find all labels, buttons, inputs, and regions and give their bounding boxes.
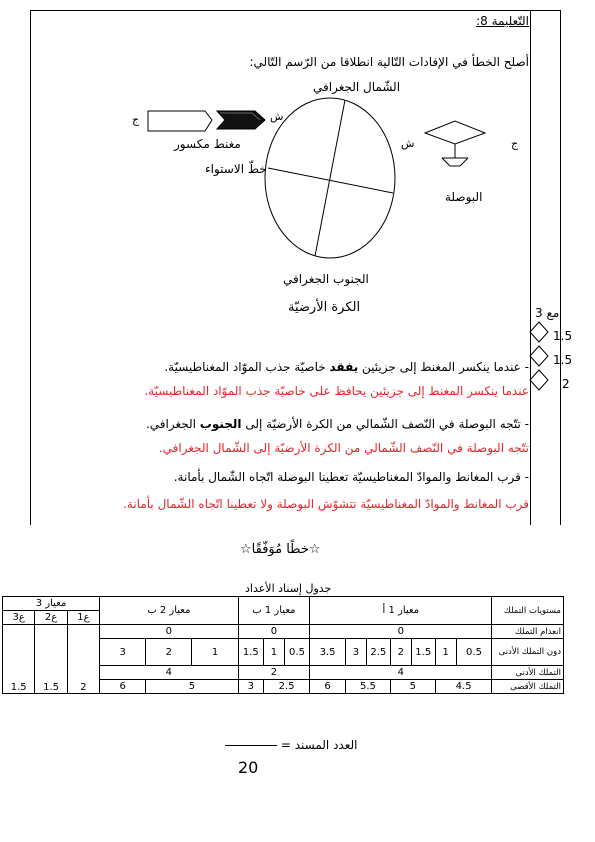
side-value-2: 1.5	[553, 353, 573, 367]
cell: 0	[310, 625, 492, 639]
total-value: 20	[238, 758, 259, 777]
broken-magnet-label: مغنط مكسور	[174, 137, 241, 151]
cell: 2	[238, 666, 310, 680]
header-criterion-1a: معيار 1 أ	[310, 597, 492, 625]
table-title: جدول إسناد الأعداد	[245, 582, 332, 595]
magnet-s-label: ش	[270, 110, 284, 123]
cell: 4	[100, 666, 239, 680]
header-criterion-1b: معيار 1 ب	[238, 597, 310, 625]
correction-1: عندما ينكسر المغنط إلى جزيئين يحافظ على خاصيّة جذب الموّاد المغناطيسيّة.	[144, 384, 529, 398]
row-label-below-min: دون التملك الأدنى	[492, 639, 564, 666]
row-label-none: انعدام التملك	[492, 625, 564, 639]
cell: 2	[390, 639, 411, 666]
cell: 3	[238, 680, 263, 694]
cell: 5.5	[345, 680, 390, 694]
closing-text: ☆خطًا مُوَفّقًا☆	[240, 542, 321, 557]
cell: 3	[345, 639, 366, 666]
frame-left-border	[30, 10, 31, 525]
side-value-1: 1.5	[553, 329, 573, 343]
cell: 0	[238, 625, 310, 639]
equator-line	[268, 168, 393, 193]
frame-divider	[530, 10, 531, 525]
cell: 2.5	[264, 680, 310, 694]
cell: 6	[100, 680, 146, 694]
frame-right-border	[560, 10, 561, 525]
instruction-text: أصلح الخطأ في الإفادات التّالية انطلاقا من الرّسم التّالي:	[249, 55, 529, 69]
frame-top-border	[30, 10, 560, 11]
statement-1: - عندما ينكسر المغنط إلى جزيئين يفقد خاصيّة جذب الموّاد المغناطيسيّة.	[164, 360, 529, 374]
header-levels: مستويات التملك	[492, 597, 564, 625]
side-value-3: 2	[562, 377, 570, 391]
cell: 4	[310, 666, 492, 680]
cell: 1.5	[3, 625, 35, 694]
cell: 1	[435, 639, 456, 666]
header-criterion-3: معيار 3	[3, 597, 100, 611]
cell: 5	[146, 680, 238, 694]
earth-label: الكرة الأرضيّة	[288, 300, 361, 315]
header-sub-3: ع3	[3, 611, 35, 625]
side-diamonds	[528, 320, 550, 392]
cell: 0.5	[456, 639, 492, 666]
total-label: العدد المسند =	[225, 738, 358, 752]
cell: 0	[100, 625, 239, 639]
side-header: مع 3	[535, 306, 560, 320]
header-sub-1: ع1	[67, 611, 99, 625]
earth-diagram	[120, 78, 520, 298]
grading-table	[2, 596, 564, 694]
exercise-title: التّعليمة 8:	[476, 14, 529, 28]
magnet-white-piece	[148, 111, 212, 131]
correction-3: قرب المغانط والموادّ المغناطيسيّة تتشوّش البوصلة ولا تعطينا اتّجاه الشّمال بأمانة.	[123, 497, 529, 511]
compass-j-label: ج	[511, 137, 519, 150]
cell: 0.5	[284, 639, 309, 666]
cell: 6	[310, 680, 346, 694]
row-label-max: التملك الأقصى	[492, 680, 564, 694]
row-label-min: التملك الأدنى	[492, 666, 564, 680]
cell: 5	[390, 680, 435, 694]
cell: 4.5	[435, 680, 492, 694]
cell: 3.5	[310, 639, 346, 666]
equator-label: خطّ الاستواء	[205, 162, 267, 176]
statement-3: - قرب المغانط والموادّ المغناطيسيّة تعطينا البوصلة اتّجاه الشّمال بأمانة.	[173, 470, 529, 484]
magnet-j-label: ج	[132, 113, 140, 126]
cell: 2.5	[366, 639, 390, 666]
cell: 1	[264, 639, 285, 666]
header-criterion-2b: معيار 2 ب	[100, 597, 239, 625]
magnet-black-piece	[217, 111, 265, 129]
cell: 1.5	[35, 625, 67, 694]
compass-label: البوصلة	[445, 190, 483, 204]
cell: 2	[67, 625, 99, 694]
cell: 1.5	[411, 639, 435, 666]
correction-2: تتّجه البوصلة في النّصف الشّمالي من الكرة الأرضيّة إلى الشّمال الجغرافي.	[158, 441, 529, 455]
north-label: الشّمال الجغرافي	[313, 80, 401, 94]
cell: 1	[192, 639, 238, 666]
compass-needle	[425, 121, 485, 144]
compass-s-label: ش	[401, 137, 415, 150]
cell: 1.5	[238, 639, 263, 666]
statement-2: - تتّجه البوصلة في النّصف الشّمالي من الكرة الأرضيّة إلى الجنوب الجغرافي.	[145, 417, 529, 431]
cell: 3	[100, 639, 146, 666]
south-label: الجنوب الجغرافي	[283, 272, 369, 286]
cell: 2	[146, 639, 192, 666]
header-sub-2: ع2	[35, 611, 67, 625]
